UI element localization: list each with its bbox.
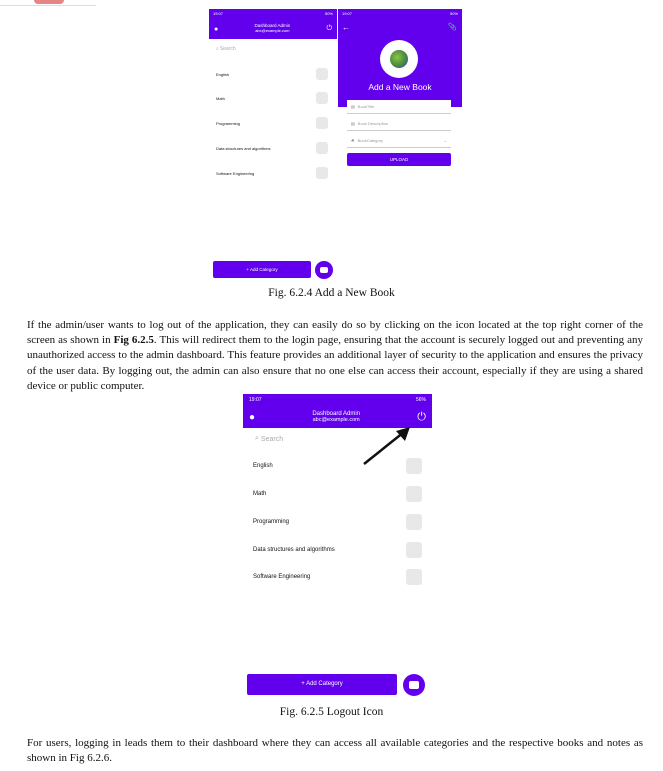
back-arrow-icon[interactable]: ← xyxy=(342,23,350,32)
category-action-icon[interactable] xyxy=(316,167,328,179)
category-label: English xyxy=(253,463,273,469)
arrow-head xyxy=(396,427,410,441)
category-action-icon[interactable] xyxy=(316,117,328,129)
upload-button[interactable]: UPLOAD xyxy=(347,153,451,166)
category-action-icon[interactable] xyxy=(406,486,422,502)
logout-icon[interactable]: ⏻ xyxy=(417,410,426,423)
category-label: Software Engineering xyxy=(253,574,311,580)
arrow-shaft xyxy=(364,432,404,464)
field-icon: ▤ xyxy=(351,104,355,109)
status-battery: 56% xyxy=(415,397,426,403)
category-label: Math xyxy=(216,95,225,101)
figure-reference: Fig 6.2.5 xyxy=(113,334,154,347)
category-label: Software Engineering xyxy=(216,170,255,176)
list-item[interactable] xyxy=(209,67,337,81)
book-title-field[interactable] xyxy=(347,100,451,114)
list-item[interactable] xyxy=(243,541,432,559)
category-label: Programming xyxy=(253,519,290,525)
search-input[interactable] xyxy=(255,435,283,443)
pointer-arrow xyxy=(360,424,414,468)
attach-icon[interactable]: 📎 xyxy=(448,24,457,31)
category-action-icon[interactable] xyxy=(316,68,328,80)
add-book-fab[interactable] xyxy=(315,261,333,279)
field-placeholder: BookCategory xyxy=(357,138,383,143)
book-category-select[interactable] xyxy=(347,134,451,148)
category-label: Math xyxy=(253,491,267,497)
header-titles xyxy=(218,24,326,33)
app-header xyxy=(209,21,337,37)
field-icon: ▤ xyxy=(351,121,355,126)
category-action-icon[interactable] xyxy=(406,514,422,530)
fig1-left-screen xyxy=(209,9,337,281)
category-action-icon[interactable] xyxy=(316,142,328,154)
list-item[interactable] xyxy=(243,513,432,531)
search-placeholder: Search xyxy=(219,46,236,52)
header-email: abc@example.com xyxy=(312,417,360,424)
status-time: 19:07 xyxy=(342,11,353,16)
add-book-fab[interactable] xyxy=(403,674,425,696)
category-label: Data structures and algorithms xyxy=(216,145,271,151)
tree-icon xyxy=(390,50,408,68)
status-time: 19:07 xyxy=(249,397,262,403)
category-label: Programming xyxy=(216,120,241,126)
list-item[interactable] xyxy=(209,116,337,130)
logout-icon[interactable]: ⏻ xyxy=(326,25,332,32)
profile-icon[interactable]: ● xyxy=(214,25,219,33)
user-login-paragraph: For users, logging in leads them to their dashboard where they can access all available categories and the respective books and notes as shown in Fig 6.2.6. xyxy=(27,737,643,765)
figure-caption: Fig. 6.2.4 Add a New Book xyxy=(268,287,395,299)
category-icon: ☘ xyxy=(351,138,355,143)
category-label: Data structures and algorithms xyxy=(253,547,335,553)
add-book-title: Add a New Book xyxy=(368,82,432,92)
status-bar xyxy=(243,394,432,406)
field-placeholder: Book Description xyxy=(357,121,389,126)
list-item[interactable] xyxy=(209,141,337,155)
list-item[interactable] xyxy=(209,166,337,180)
book-description-field[interactable] xyxy=(347,117,451,131)
header-title: Dashboard Admin xyxy=(254,23,291,29)
profile-icon[interactable]: ● xyxy=(249,411,256,423)
book-icon xyxy=(409,681,419,689)
add-category-button[interactable]: + Add Category xyxy=(213,261,311,278)
category-action-icon[interactable] xyxy=(406,542,422,558)
category-action-icon[interactable] xyxy=(406,569,422,585)
header-title: Dashboard Admin xyxy=(312,410,361,417)
status-bar xyxy=(209,9,337,18)
field-placeholder: BookTitle xyxy=(357,104,375,109)
add-category-button[interactable]: + Add Category xyxy=(247,674,397,695)
status-battery: 50% xyxy=(324,11,333,16)
status-time: 19:07 xyxy=(213,11,224,16)
search-icon: ⌕ xyxy=(216,46,219,52)
list-item[interactable] xyxy=(243,568,432,586)
list-item[interactable] xyxy=(209,91,337,105)
book-logo-icon xyxy=(380,40,418,78)
logo-mark xyxy=(0,0,96,6)
category-action-icon[interactable] xyxy=(316,92,328,104)
search-input[interactable] xyxy=(216,46,236,52)
figure-caption: Fig. 6.2.5 Logout Icon xyxy=(279,706,384,718)
fig1-right-screen xyxy=(338,9,462,169)
search-icon: ⌕ xyxy=(255,435,259,442)
book-icon xyxy=(320,267,328,273)
category-label: English xyxy=(216,71,230,77)
chevron-down-icon: ⌄ xyxy=(443,138,447,143)
header-email: abc@example.com xyxy=(255,28,290,34)
header-titles xyxy=(255,411,417,424)
list-item[interactable] xyxy=(243,485,432,503)
status-bar xyxy=(338,9,462,18)
paragraph-text: . This will redirect them to the login page, ensuring that the account is securely logged out and preventing any unauthorized access to the admin dashboard. This feature provides an additional layer of security to the application and ensures the privacy of the user data. By logging out, the admin can also ensure that no one else can access their account, especially if they are using a shared device or public computer. xyxy=(27,334,643,392)
paragraph-text: If the admin/user wants to log out of the application, they can easily do so by clicking on the icon located at the top right corner of the screen as shown in xyxy=(27,319,643,347)
search-placeholder: Search xyxy=(260,435,284,443)
status-battery: 50% xyxy=(449,11,458,16)
logout-paragraph xyxy=(27,318,643,394)
